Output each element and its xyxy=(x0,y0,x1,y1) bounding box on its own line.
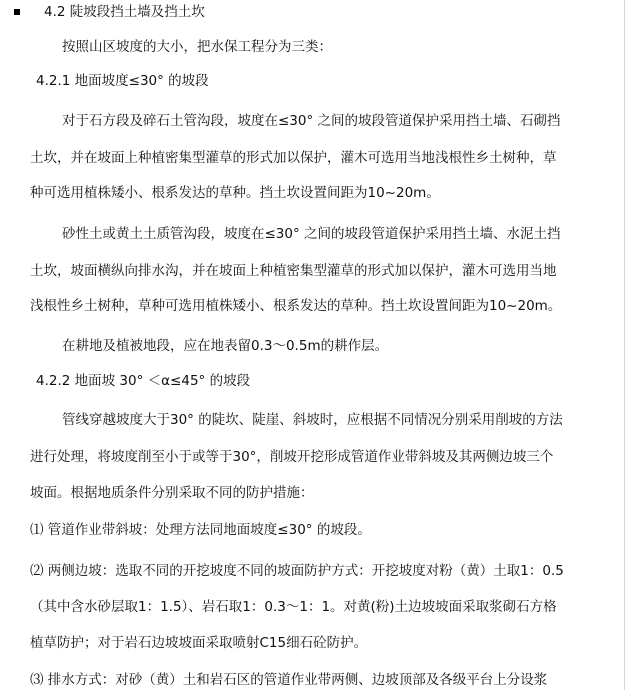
list-item: ⑵ 两侧边坡：选取不同的开挖坡度不同的坡面防护方式：开挖坡度对粉（黄）土取1：0.5 xyxy=(30,563,564,579)
paragraph-line: 进行处理，将坡度削至小于或等于30°，削坡开挖形成管道作业带斜坡及其两侧边坡三个 xyxy=(30,449,554,465)
bullet-icon xyxy=(14,9,20,15)
paragraph-line: 植草防护；对于岩石边坡坡面采取喷射C15细石砼防护。 xyxy=(30,635,368,651)
paragraph-line: 按照山区坡度的大小，把水保工程分为三类： xyxy=(62,39,332,55)
paragraph-line: 浅根性乡土树种，草种可选用植株矮小、根系发达的草种。挡土坎设置间距为10~20m。 xyxy=(30,298,562,314)
list-item: ⑴ 管道作业带斜坡：处理方法同地面坡度≤30° 的坡段。 xyxy=(30,522,371,538)
paragraph-line: 在耕地及植被地段，应在地表留0.3～0.5m的耕作层。 xyxy=(62,338,389,354)
page-edge-divider xyxy=(624,0,625,690)
subsection-heading: 4.2.1 地面坡度≤30° 的坡段 xyxy=(36,73,209,89)
paragraph-line: 坡面。根据地质条件分别采取不同的防护措施： xyxy=(30,485,314,501)
list-item: ⑶ 排水方式：对砂（黄）土和岩石区的管道作业带两侧、边坡顶部及各级平台上分设浆 xyxy=(30,672,548,688)
paragraph-line: 种可选用植株矮小、根系发达的草种。挡土坎设置间距为10~20m。 xyxy=(30,185,440,201)
paragraph-line: 对于石方段及碎石土管沟段，坡度在≤30° 之间的坡段管道保护采用挡土墙、石砌挡 xyxy=(62,113,561,129)
paragraph-line: （其中含水砂层取1：1.5）、岩石取1：0.3～1：1。对黄(粉)土边坡坡面采取浆砌石方格 xyxy=(30,599,557,615)
paragraph-line: 土坎，坡面横纵向排水沟，并在坡面上种植密集型灌草的形式加以保护，灌木可选用当地 xyxy=(30,263,557,279)
subsection-heading: 4.2.2 地面坡 30° ＜α≤45° 的坡段 xyxy=(36,373,251,389)
paragraph-line: 砂性土或黄土土质管沟段，坡度在≤30° 之间的坡段管道保护采用挡土墙、水泥土挡 xyxy=(62,226,561,242)
paragraph-line: 管线穿越坡度大于30° 的陡坎、陡崖、斜坡时，应根据不同情况分别采用削坡的方法 xyxy=(62,412,563,428)
section-heading: 4.2 陡坡段挡土墙及挡土坎 xyxy=(44,4,205,20)
paragraph-line: 土坎，并在坡面上种植密集型灌草的形式加以保护，灌木可选用当地浅根性乡土树种，草 xyxy=(30,150,557,166)
